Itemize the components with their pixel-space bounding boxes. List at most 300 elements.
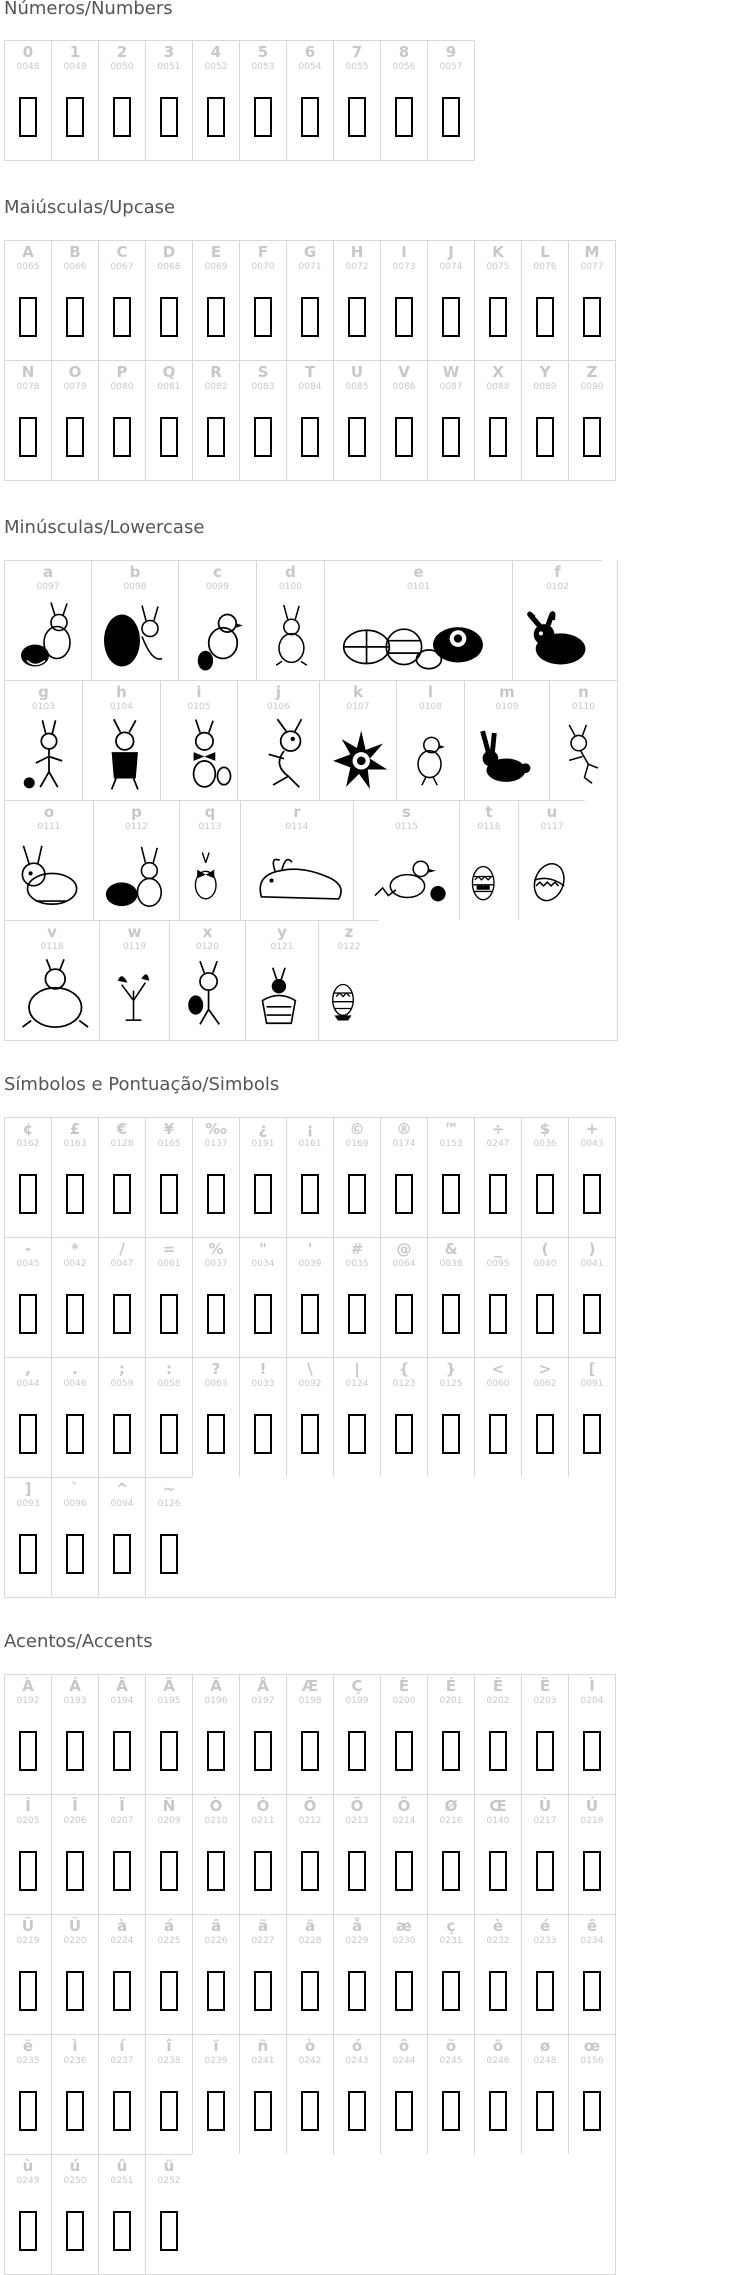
glyph-code-label: 0192 — [16, 1696, 40, 1706]
glyph-cell — [474, 360, 521, 480]
missing-glyph-box — [489, 1971, 507, 2011]
glyph-cell — [51, 2034, 98, 2154]
glyph-cell — [98, 240, 145, 360]
glyph-code-label: 0112 — [125, 822, 148, 832]
glyph-code-label: 0118 — [40, 942, 64, 952]
glyph-cell — [568, 2034, 615, 2154]
glyph-code-label: 0064 — [392, 1259, 416, 1269]
section-title-accents: Acentos/Accents — [4, 1631, 153, 1652]
glyph-cell — [192, 1674, 239, 1794]
missing-glyph-box — [536, 1174, 554, 1214]
glyph-character-label: @ — [396, 1240, 412, 1258]
glyph-character-label: y — [277, 923, 287, 941]
glyph-code-label: 0248 — [533, 2056, 557, 2066]
missing-glyph-box — [395, 1174, 413, 1214]
glyph-character-label: n — [578, 683, 589, 701]
glyph-character-label: Ä — [210, 1677, 222, 1695]
glyph-character-label: s — [402, 803, 411, 821]
egg-bow-picture — [180, 837, 240, 916]
glyph-character-label: û — [116, 2157, 128, 2175]
glyph-character-label: ñ — [257, 2037, 269, 2055]
glyph-code-label: 0051 — [157, 62, 181, 72]
missing-glyph-box — [66, 1294, 84, 1334]
missing-glyph-box — [254, 1731, 272, 1771]
glyph-cell — [4, 1794, 51, 1914]
glyph-row — [4, 1357, 615, 1477]
accents-glyph-grid — [4, 1674, 616, 2275]
missing-glyph-box — [113, 1534, 131, 1574]
missing-glyph-box — [19, 97, 37, 137]
missing-glyph-box — [160, 97, 178, 137]
glyph-code-label: 0137 — [204, 1139, 228, 1149]
glyph-character-label: â — [210, 1917, 222, 1935]
glyph-row — [4, 560, 617, 680]
glyph-cell — [4, 680, 82, 800]
missing-glyph-box — [536, 417, 554, 457]
glyph-character-label: W — [442, 363, 460, 381]
missing-glyph-box — [66, 297, 84, 337]
glyph-code-label: 0036 — [533, 1139, 557, 1149]
glyph-code-label: 0096 — [63, 1499, 87, 1509]
glyph-character-label: D — [162, 243, 176, 261]
glyph-cell — [333, 2034, 380, 2154]
missing-glyph-box — [489, 2091, 507, 2131]
glyph-cell — [192, 40, 239, 160]
glyph-character-label: 0 — [22, 43, 34, 61]
glyph-cell — [568, 1914, 615, 2034]
glyph-character-label: | — [354, 1360, 360, 1378]
glyph-cell — [4, 800, 93, 920]
decorated-egg-stand-picture — [319, 957, 379, 1036]
glyph-character-label: ' — [307, 1240, 313, 1258]
glyph-character-label: é — [539, 1917, 551, 1935]
glyph-cell — [286, 40, 333, 160]
glyph-character-label: - — [24, 1240, 32, 1258]
glyph-code-label: 0035 — [345, 1259, 369, 1269]
missing-glyph-box — [160, 2211, 178, 2251]
glyph-cell — [145, 1357, 192, 1477]
glyph-character-label: ` — [71, 1480, 79, 1498]
glyph-character-label: É — [445, 1677, 457, 1695]
glyph-code-label: 0212 — [298, 1816, 322, 1826]
glyph-cell — [145, 2154, 192, 2274]
glyph-cell — [474, 1914, 521, 2034]
glyph-cell — [521, 1237, 568, 1357]
missing-glyph-box — [442, 297, 460, 337]
missing-glyph-box — [19, 1534, 37, 1574]
missing-glyph-box — [583, 1294, 601, 1334]
missing-glyph-box — [536, 2091, 554, 2131]
missing-glyph-box — [442, 417, 460, 457]
bunny-hopping-picture — [550, 717, 617, 796]
missing-glyph-box — [348, 1971, 366, 2011]
missing-glyph-box — [348, 417, 366, 457]
glyph-cell — [380, 1914, 427, 2034]
glyph-code-label: 0242 — [298, 2056, 322, 2066]
glyph-character-label: E — [210, 243, 222, 261]
missing-glyph-box — [19, 417, 37, 457]
glyph-code-label: 0162 — [16, 1139, 40, 1149]
glyph-code-label: 0246 — [486, 2056, 510, 2066]
missing-glyph-box — [19, 2091, 37, 2131]
missing-glyph-box — [348, 1851, 366, 1891]
glyph-code-label: 0082 — [204, 382, 228, 392]
glyph-cell — [286, 240, 333, 360]
glyph-cell — [98, 1357, 145, 1477]
missing-glyph-box — [536, 1414, 554, 1454]
missing-glyph-box — [348, 297, 366, 337]
glyph-character-label: ¥ — [163, 1120, 175, 1138]
glyph-character-label: 5 — [257, 43, 269, 61]
missing-glyph-box — [207, 1851, 225, 1891]
glyph-cell — [333, 1674, 380, 1794]
glyph-character-label: < — [491, 1360, 505, 1378]
glyph-cell — [51, 1117, 98, 1237]
glyph-code-label: 0069 — [204, 262, 228, 272]
missing-glyph-box — [301, 1294, 319, 1334]
missing-glyph-box — [489, 1731, 507, 1771]
basket-bunny-illustration — [246, 957, 318, 1036]
bunny-dressed-illustration — [83, 717, 160, 796]
glyph-cell — [4, 240, 51, 360]
glyph-cell — [4, 1357, 51, 1477]
missing-glyph-box — [301, 1174, 319, 1214]
glyph-cell — [380, 1237, 427, 1357]
glyph-character-label: ~ — [162, 1480, 176, 1498]
glyph-code-label: 0219 — [16, 1936, 40, 1946]
glyph-code-label: 0034 — [251, 1259, 275, 1269]
glyph-code-label: 0161 — [298, 1139, 322, 1149]
glyph-cell — [237, 680, 319, 800]
glyph-code-label: 0103 — [32, 702, 55, 712]
numbers-glyph-grid — [4, 40, 475, 161]
glyph-row — [4, 920, 617, 1040]
glyph-cell — [145, 40, 192, 160]
glyph-row — [4, 40, 474, 160]
glyph-code-label: 0107 — [346, 702, 370, 712]
glyph-code-label: 0229 — [345, 1936, 369, 1946]
glyph-character-label: / — [119, 1240, 125, 1258]
glyph-cell — [51, 1674, 98, 1794]
glyph-code-label: 0081 — [157, 382, 181, 392]
glyph-cell — [427, 1914, 474, 2034]
glyph-cell — [286, 1237, 333, 1357]
glyph-cell — [459, 800, 518, 920]
glyph-cell — [568, 1117, 615, 1237]
glyph-cell — [4, 360, 51, 480]
missing-glyph-box — [348, 1731, 366, 1771]
glyph-code-label: 0104 — [110, 702, 133, 712]
glyph-character-label: _ — [494, 1240, 502, 1258]
glyph-code-label: 0206 — [63, 1816, 87, 1826]
missing-glyph-box — [19, 1731, 37, 1771]
glyph-cell — [239, 1117, 286, 1237]
glyph-code-label: 0037 — [204, 1259, 228, 1269]
glyph-cell — [98, 1477, 145, 1597]
bunny-running-picture — [238, 717, 319, 796]
glyph-cell — [396, 680, 464, 800]
glyph-code-label: 0231 — [439, 1936, 463, 1946]
glyph-code-label: 0075 — [486, 262, 510, 272]
missing-glyph-box — [301, 417, 319, 457]
glyph-character-label: ê — [586, 1917, 598, 1935]
glyph-cell — [474, 1794, 521, 1914]
glyph-cell — [4, 2154, 51, 2274]
glyph-cell — [474, 2034, 521, 2154]
glyph-cell — [4, 1237, 51, 1357]
glyph-cell — [93, 800, 179, 920]
glyph-cell — [179, 800, 240, 920]
glyph-cell — [427, 360, 474, 480]
missing-glyph-box — [489, 1174, 507, 1214]
glyph-character-label: Õ — [350, 1797, 364, 1815]
missing-glyph-box — [395, 1414, 413, 1454]
missing-glyph-box — [207, 1414, 225, 1454]
glyph-cell — [240, 800, 353, 920]
glyph-character-label: $ — [539, 1120, 551, 1138]
missing-glyph-box — [254, 1414, 272, 1454]
section-title-lowercase: Minúsculas/Lowercase — [4, 517, 205, 538]
glyph-character-label: K — [492, 243, 504, 261]
glyph-character-label: Z — [586, 363, 598, 381]
glyph-character-label: ù — [22, 2157, 34, 2175]
glyph-code-label: 0060 — [486, 1379, 510, 1389]
glyph-cell — [427, 2034, 474, 2154]
glyph-code-label: 0047 — [110, 1259, 134, 1269]
glyph-code-label: 0099 — [206, 582, 229, 592]
glyph-code-label: 0094 — [110, 1499, 134, 1509]
glyph-cell — [239, 2034, 286, 2154]
chick-burst-illustration — [320, 717, 396, 796]
glyph-cell — [145, 240, 192, 360]
glyph-cell — [568, 1237, 615, 1357]
missing-glyph-box — [489, 1414, 507, 1454]
glyph-code-label: 0079 — [63, 382, 87, 392]
glyph-cell — [286, 1674, 333, 1794]
glyph-character-label: ¿ — [258, 1120, 268, 1138]
glyph-cell — [333, 360, 380, 480]
glyph-cell — [239, 1357, 286, 1477]
glyph-cell — [286, 1357, 333, 1477]
glyph-code-label: 0120 — [196, 942, 219, 952]
glyph-code-label: 0123 — [392, 1379, 416, 1389]
glyph-code-label: 0156 — [580, 2056, 604, 2066]
glyph-cell — [256, 560, 324, 680]
missing-glyph-box — [583, 297, 601, 337]
glyph-code-label: 0121 — [270, 942, 294, 952]
glyph-character-label: ó — [351, 2037, 363, 2055]
bunny-crouching-illustration — [5, 837, 93, 916]
glyph-cell — [239, 1794, 286, 1914]
glyph-cell — [99, 920, 169, 1040]
glyph-cell — [549, 680, 617, 800]
glyph-character-label: Í — [25, 1797, 31, 1815]
missing-glyph-box — [19, 1971, 37, 2011]
missing-glyph-box — [442, 1731, 460, 1771]
glyph-character-label: ö — [492, 2037, 504, 2055]
glyph-character-label: T — [304, 363, 316, 381]
glyph-character-label: ì — [72, 2037, 78, 2055]
glyph-code-label: 0097 — [36, 582, 60, 592]
glyph-code-label: 0252 — [157, 2176, 181, 2186]
glyph-code-label: 0039 — [298, 1259, 322, 1269]
missing-glyph-box — [207, 1731, 225, 1771]
glyph-code-label: 0068 — [157, 262, 181, 272]
glyph-cell — [380, 1794, 427, 1914]
missing-glyph-box — [442, 1414, 460, 1454]
glyph-code-label: 0084 — [298, 382, 322, 392]
glyph-character-label: í — [119, 2037, 125, 2055]
glyph-code-label: 0224 — [110, 1936, 134, 1946]
glyph-code-label: 0153 — [439, 1139, 463, 1149]
glyph-cell — [82, 680, 160, 800]
missing-glyph-box — [254, 417, 272, 457]
egg-row-illustration — [325, 597, 512, 676]
glyph-row — [4, 1914, 615, 2034]
glyph-code-label: 0070 — [251, 262, 275, 272]
missing-glyph-box — [19, 297, 37, 337]
glyph-character-label: " — [259, 1240, 267, 1258]
glyph-code-label: 0115 — [395, 822, 418, 832]
missing-glyph-box — [66, 2091, 84, 2131]
glyph-character-label: 6 — [304, 43, 316, 61]
glyph-cell — [239, 1914, 286, 2034]
glyph-character-label: á — [163, 1917, 175, 1935]
glyph-character-label: ] — [24, 1480, 32, 1498]
section-title-symbols: Símbolos e Pontuação/Simbols — [4, 1074, 280, 1095]
glyph-character-label: C — [116, 243, 128, 261]
glyph-code-label: 0191 — [251, 1139, 275, 1149]
glyph-cell — [192, 1357, 239, 1477]
missing-glyph-box — [66, 417, 84, 457]
glyph-cell — [98, 1674, 145, 1794]
glyph-character-label: ? — [211, 1360, 221, 1378]
glyph-cell — [286, 2034, 333, 2154]
missing-glyph-box — [301, 297, 319, 337]
rabbit-outline-picture — [241, 837, 353, 916]
glyph-character-label: * — [71, 1240, 79, 1258]
glyph-code-label: 0050 — [110, 62, 134, 72]
glyph-character-label: { — [398, 1360, 410, 1378]
egg-bow-illustration — [180, 837, 240, 916]
glyph-character-label: Œ — [489, 1797, 507, 1815]
missing-glyph-box — [160, 297, 178, 337]
bunny-walking-picture — [5, 717, 82, 796]
glyph-character-label: ) — [588, 1240, 596, 1258]
glyph-cell — [333, 1237, 380, 1357]
glyph-character-label: 3 — [163, 43, 175, 61]
glyph-character-label: p — [131, 803, 142, 821]
glyph-code-label: 0087 — [439, 382, 463, 392]
missing-glyph-box — [113, 1731, 131, 1771]
missing-glyph-box — [348, 1174, 366, 1214]
glyph-character-label: \ — [307, 1360, 313, 1378]
glyph-code-label: 0196 — [204, 1696, 228, 1706]
glyph-row — [4, 1117, 615, 1237]
glyph-character-label: Ê — [492, 1677, 504, 1695]
glyph-character-label: = — [162, 1240, 176, 1258]
glyph-cell — [427, 40, 474, 160]
glyph-character-label: ü — [163, 2157, 175, 2175]
glyph-code-label: 0071 — [298, 262, 322, 272]
glyph-code-label: 0140 — [486, 1816, 510, 1826]
glyph-cell — [521, 240, 568, 360]
missing-glyph-box — [160, 1731, 178, 1771]
missing-glyph-box — [442, 1174, 460, 1214]
glyph-character-label: Î — [72, 1797, 78, 1815]
missing-glyph-box — [395, 297, 413, 337]
missing-glyph-box — [66, 97, 84, 137]
black-bunny-lying-illustration — [513, 597, 602, 676]
glyph-cell — [474, 240, 521, 360]
glyph-cell — [333, 1117, 380, 1237]
missing-glyph-box — [254, 297, 272, 337]
glyph-code-label: 0074 — [439, 262, 463, 272]
glyph-code-label: 0049 — [63, 62, 87, 72]
missing-glyph-box — [254, 1294, 272, 1334]
glyph-code-label: 0213 — [345, 1816, 369, 1826]
glyph-cell — [380, 1674, 427, 1794]
glyph-cell — [145, 360, 192, 480]
glyph-cell — [98, 40, 145, 160]
glyph-cell — [380, 360, 427, 480]
glyph-code-label: 0078 — [16, 382, 40, 392]
glyph-row — [4, 1237, 615, 1357]
glyph-code-label: 0195 — [157, 1696, 181, 1706]
glyph-cell — [521, 1674, 568, 1794]
glyph-character-label: Å — [257, 1677, 269, 1695]
missing-glyph-box — [19, 1174, 37, 1214]
bunny-sitting-picture — [257, 597, 324, 676]
chick-egg-picture — [179, 597, 256, 676]
glyph-cell — [239, 40, 286, 160]
glyph-character-label: Ì — [589, 1677, 595, 1695]
glyph-character-label: Ã — [163, 1677, 175, 1695]
glyph-code-label: 0053 — [251, 62, 275, 72]
chick-standing-picture — [397, 717, 464, 796]
glyph-character-label: ! — [259, 1360, 267, 1378]
glyph-code-label: 0043 — [580, 1139, 604, 1149]
glyph-code-label: 0243 — [345, 2056, 369, 2066]
glyph-character-label: + — [585, 1120, 599, 1138]
missing-glyph-box — [113, 2091, 131, 2131]
glyph-cell — [98, 1794, 145, 1914]
glyph-cell — [178, 560, 256, 680]
glyph-code-label: 0065 — [16, 262, 40, 272]
glyph-code-label: 0048 — [16, 62, 40, 72]
missing-glyph-box — [301, 97, 319, 137]
glyph-cell — [245, 920, 318, 1040]
missing-glyph-box — [536, 1731, 554, 1771]
glyph-row — [4, 1674, 615, 1794]
glyph-character-label: Ü — [68, 1917, 82, 1935]
glyph-character-label: . — [72, 1360, 78, 1378]
glyph-character-label: ï — [213, 2037, 219, 2055]
glyph-character-label: 1 — [69, 43, 81, 61]
glyph-character-label: Ó — [256, 1797, 270, 1815]
glyph-row — [4, 2034, 615, 2154]
glyph-character-label: € — [116, 1120, 128, 1138]
glyph-character-label: ë — [22, 2037, 34, 2055]
missing-glyph-box — [19, 2211, 37, 2251]
tilted-egg-illustration — [519, 837, 585, 916]
glyph-cell — [145, 1477, 192, 1597]
missing-glyph-box — [207, 417, 225, 457]
chick-egg-illustration — [179, 597, 256, 676]
missing-glyph-box — [254, 1971, 272, 2011]
glyph-cell — [98, 360, 145, 480]
glyph-cell — [239, 1674, 286, 1794]
